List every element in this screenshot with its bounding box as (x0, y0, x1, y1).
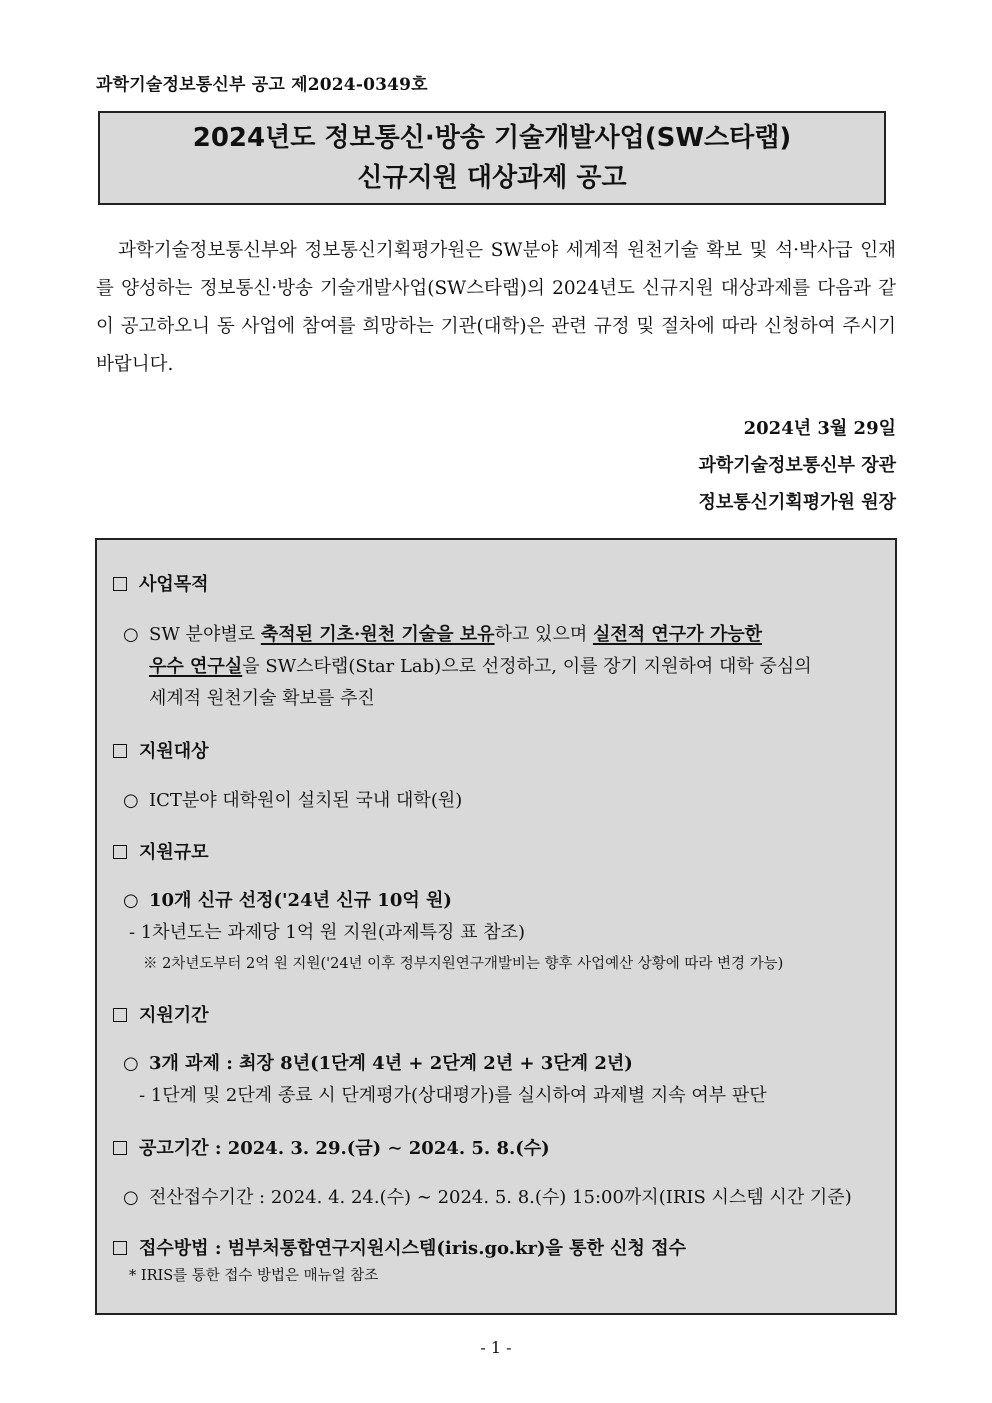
title-box (98, 111, 886, 205)
notice-period-line (123, 1183, 852, 1209)
section-notice-period-heading (113, 1134, 550, 1160)
section-target-heading (113, 737, 209, 763)
circle-bullet-icon: ○ (123, 1187, 139, 1208)
purpose-text-b: 하고 있으며 (494, 624, 593, 645)
title-line-2: 신규지원 대상과제 공고 (357, 163, 627, 193)
scale-main-text: 10개 신규 선정('24년 신규 10억 원) (149, 890, 452, 911)
checkbox-square-icon (113, 744, 127, 758)
title-line-1: 2024년도 정보통신·방송 기술개발사업(SW스타랩) (192, 123, 792, 153)
signature-date: 2024년 3월 29일 (743, 418, 896, 439)
scale-note-line: ※ 2차년도부터 2억 원 지원('24년 이후 정부지원연구개발비는 향후 사업예산 상황에 따라 변경 가능) (143, 956, 784, 972)
circle-bullet-icon: ○ (123, 890, 139, 911)
purpose-underline-2: 실전적 연구가 가능한 (592, 624, 762, 645)
notice-number: 과학기술정보통신부 공고 제2024-0349호 (96, 75, 428, 95)
purpose-line-1 (123, 620, 762, 646)
purpose-text-c: 을 SW스타랩(Star Lab)으로 선정하고, 이를 장기 지원하여 대학 중심의 (242, 656, 812, 677)
signature-org-2: 정보통신기획평가원 원장 (698, 492, 896, 513)
target-line (123, 786, 462, 812)
section-method-heading (113, 1234, 686, 1260)
scale-sub-line: - 1차년도는 과제당 1억 원 지원(과제특징 표 참조) (129, 922, 526, 943)
section-target-title: 지원대상 (139, 741, 209, 762)
section-notice-period-title: 공고기간 : 2024. 3. 29.(금) ∼ 2024. 5. 8.(수) (139, 1138, 550, 1159)
circle-bullet-icon: ○ (123, 624, 139, 645)
intro-text: 과학기술정보통신부와 정보통신기획평가원은 SW분야 세계적 원천기술 확보 및 석·박사급 인재를 양성하는 정보통신·방송 기술개발사업(SW스타랩)의 2024년도 신규지원 대상과제를 다음과 같이 공고하오니 동 사업에 참여를 희망하는 기관(대학)은 관련 규정 및 절차에 따라 신청하여 주시기 바랍니다. (96, 240, 896, 375)
checkbox-square-icon (113, 1241, 127, 1255)
purpose-text-a: SW 분야별로 (149, 624, 261, 645)
scale-main-line (123, 886, 452, 912)
purpose-line-2 (149, 652, 812, 678)
checkbox-square-icon (113, 1141, 127, 1155)
signature-block (698, 410, 896, 521)
summary-box (95, 538, 897, 1315)
section-method-title: 접수방법 : 범부처통합연구지원시스템(iris.go.kr)을 통한 신청 접수 (139, 1238, 686, 1259)
period-sub-line: - 1단계 및 2단계 종료 시 단계평가(상대평가)를 실시하여 과제별 지속 여부 판단 (139, 1085, 767, 1106)
signature-org-1: 과학기술정보통신부 장관 (698, 455, 896, 476)
period-main-line (123, 1049, 633, 1075)
section-period-heading (113, 1001, 209, 1027)
purpose-line-3: 세계적 원천기술 확보를 추진 (149, 688, 375, 709)
purpose-underline-1: 축적된 기초·원천 기술을 보유 (260, 624, 495, 645)
checkbox-square-icon (113, 577, 127, 591)
purpose-underline-3: 우수 연구실 (149, 656, 243, 677)
circle-bullet-icon: ○ (123, 790, 139, 811)
section-purpose-title: 사업목적 (139, 574, 209, 595)
intro-paragraph (96, 232, 896, 384)
section-purpose-heading (113, 570, 209, 596)
notice-period-text: 전산접수기간 : 2024. 4. 24.(수) ∼ 2024. 5. 8.(수) 15:00까지(IRIS 시스템 시간 기준) (149, 1187, 852, 1208)
section-period-title: 지원기간 (139, 1005, 209, 1026)
checkbox-square-icon (113, 1008, 127, 1022)
checkbox-square-icon (113, 845, 127, 859)
target-text: ICT분야 대학원이 설치된 국내 대학(원) (149, 790, 463, 811)
period-main-text: 3개 과제 : 최장 8년(1단계 4년 + 2단계 2년 + 3단계 2년) (149, 1053, 633, 1074)
section-scale-heading (113, 838, 209, 864)
circle-bullet-icon: ○ (123, 1053, 139, 1074)
section-scale-title: 지원규모 (139, 842, 209, 863)
page-number: - 1 - (480, 1338, 512, 1357)
method-note-line: * IRIS를 통한 접수 방법은 매뉴얼 참조 (129, 1268, 379, 1284)
